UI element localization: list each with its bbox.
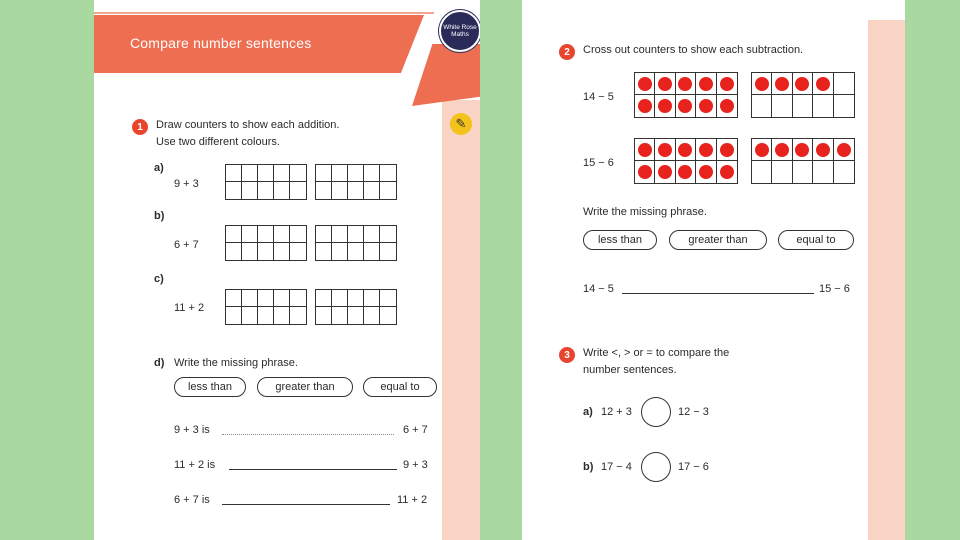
q3-part-a-label: a)	[583, 406, 593, 418]
red-counter[interactable]	[638, 143, 652, 157]
phrase-greater-than: greater than	[669, 230, 767, 250]
compare-circle[interactable]	[641, 397, 671, 427]
red-counter[interactable]	[755, 77, 769, 91]
page-margin-strip	[442, 100, 480, 540]
ten-frame[interactable]	[634, 138, 738, 184]
ten-frame[interactable]	[225, 225, 307, 261]
right-worksheet-page	[522, 0, 905, 540]
phrase-less-than: less than	[583, 230, 657, 250]
q2-compare-right: 15 − 6	[819, 283, 850, 295]
phrase-less-than: less than	[174, 377, 246, 397]
q3-instruction-line2: number sentences.	[583, 364, 677, 376]
ten-frame-cell	[676, 95, 696, 117]
ten-frame-cell	[676, 161, 696, 183]
compare-circle[interactable]	[641, 452, 671, 482]
red-counter[interactable]	[775, 143, 789, 157]
ten-frame[interactable]	[225, 289, 307, 325]
ten-frame-cell	[752, 161, 772, 183]
ten-frame-cell	[752, 139, 772, 161]
red-counter[interactable]	[658, 143, 672, 157]
d-row3-right: 11 + 2	[397, 494, 428, 506]
part-c-label: c)	[154, 273, 164, 285]
book-spine	[480, 0, 522, 540]
q3-part-b-right: 17 − 6	[678, 461, 709, 473]
left-worksheet-page	[94, 0, 480, 540]
answer-line[interactable]	[222, 504, 390, 505]
red-counter[interactable]	[678, 77, 692, 91]
ten-frame-cell	[834, 73, 854, 95]
ten-frame-cell	[772, 161, 792, 183]
q3-part-a-left: 12 + 3	[601, 406, 632, 418]
ten-frame-cell	[717, 161, 737, 183]
part-b-label: b)	[154, 210, 165, 222]
ten-frame-cell	[717, 139, 737, 161]
ten-frame-cell	[813, 161, 833, 183]
red-counter[interactable]	[795, 143, 809, 157]
red-counter[interactable]	[678, 143, 692, 157]
ten-frame[interactable]	[634, 72, 738, 118]
red-counter[interactable]	[837, 143, 851, 157]
white-rose-maths-logo	[439, 10, 480, 52]
red-counter[interactable]	[720, 77, 734, 91]
ten-frame-cell	[752, 95, 772, 117]
ten-frame[interactable]	[751, 138, 855, 184]
ten-frame-cell	[772, 95, 792, 117]
ten-frame[interactable]	[751, 72, 855, 118]
q2-row1-sentence: 14 − 5	[583, 91, 614, 103]
ten-frame[interactable]	[315, 225, 397, 261]
red-counter[interactable]	[816, 77, 830, 91]
part-d-instruction: Write the missing phrase.	[174, 357, 298, 369]
red-counter[interactable]	[699, 77, 713, 91]
ten-frame-cell	[655, 73, 675, 95]
red-counter[interactable]	[720, 165, 734, 179]
ten-frame-cell	[834, 139, 854, 161]
ten-frame-cell	[717, 73, 737, 95]
d-row1-left: 9 + 3 is	[174, 424, 210, 436]
red-counter[interactable]	[816, 143, 830, 157]
d-row3-left: 6 + 7 is	[174, 494, 210, 506]
ten-frame-cell	[635, 73, 655, 95]
d-row2-left: 11 + 2 is	[174, 459, 216, 471]
page-margin-strip	[868, 20, 905, 540]
part-d-label: d)	[154, 357, 165, 369]
question-number-1: 1	[132, 119, 148, 135]
ten-frame-cell	[696, 161, 716, 183]
red-counter[interactable]	[638, 99, 652, 113]
red-counter[interactable]	[720, 143, 734, 157]
ten-frame[interactable]	[225, 164, 307, 200]
red-counter[interactable]	[699, 165, 713, 179]
ten-frame-cell	[813, 73, 833, 95]
q3-instruction-line1: Write <, > or = to compare the	[583, 347, 730, 359]
ten-frame-cell	[793, 95, 813, 117]
ten-frame-cell	[696, 73, 716, 95]
ten-frame-cell	[696, 95, 716, 117]
red-counter[interactable]	[795, 77, 809, 91]
ten-frame-cell	[793, 73, 813, 95]
ten-frame-cell	[793, 161, 813, 183]
q1-instruction-line1: Draw counters to show each addition.	[156, 119, 340, 131]
ten-frame-cell	[635, 161, 655, 183]
part-a-label: a)	[154, 162, 164, 174]
q1-instruction-line2: Use two different colours.	[156, 136, 280, 148]
ten-frame-cell	[696, 139, 716, 161]
d-row1-right: 6 + 7	[403, 424, 428, 436]
ten-frame-cell	[793, 139, 813, 161]
ten-frame-cell	[655, 161, 675, 183]
answer-line[interactable]	[622, 293, 814, 294]
phrase-equal-to: equal to	[363, 377, 437, 397]
logo-text: White Rose Maths	[443, 24, 477, 38]
red-counter[interactable]	[658, 77, 672, 91]
red-counter[interactable]	[720, 99, 734, 113]
q2-instruction: Cross out counters to show each subtraction.	[583, 44, 804, 56]
q3-part-a-right: 12 − 3	[678, 406, 709, 418]
phrase-equal-to: equal to	[778, 230, 854, 250]
red-counter[interactable]	[658, 99, 672, 113]
ten-frame-cell	[676, 139, 696, 161]
part-c-sentence: 11 + 2	[174, 302, 205, 314]
pencil-icon: ✎	[450, 113, 472, 135]
ten-frame-cell	[655, 139, 675, 161]
red-counter[interactable]	[699, 143, 713, 157]
red-counter[interactable]	[638, 77, 652, 91]
ten-frame-cell	[772, 73, 792, 95]
ten-frame-cell	[813, 95, 833, 117]
ten-frame-cell	[752, 73, 772, 95]
answer-line[interactable]	[222, 434, 394, 435]
q3-part-b-label: b)	[583, 461, 594, 473]
red-counter[interactable]	[678, 99, 692, 113]
question-number-2: 2	[559, 44, 575, 60]
ten-frame-cell	[676, 73, 696, 95]
ten-frame-cell	[772, 139, 792, 161]
ten-frame-cell	[834, 95, 854, 117]
question-number-3: 3	[559, 347, 575, 363]
q2-compare-left: 14 − 5	[583, 283, 614, 295]
q3-part-b-left: 17 − 4	[601, 461, 632, 473]
ten-frame-cell	[635, 139, 655, 161]
red-counter[interactable]	[699, 99, 713, 113]
ten-frame-cell	[717, 95, 737, 117]
part-a-sentence: 9 + 3	[174, 178, 199, 190]
phrase-greater-than: greater than	[257, 377, 353, 397]
red-counter[interactable]	[775, 77, 789, 91]
ten-frame[interactable]	[315, 289, 397, 325]
red-counter[interactable]	[678, 165, 692, 179]
red-counter[interactable]	[638, 165, 652, 179]
red-counter[interactable]	[658, 165, 672, 179]
ten-frame-cell	[655, 95, 675, 117]
ten-frame-cell	[813, 139, 833, 161]
ten-frame-cell	[635, 95, 655, 117]
part-b-sentence: 6 + 7	[174, 239, 199, 251]
d-row2-right: 9 + 3	[403, 459, 428, 471]
ten-frame[interactable]	[315, 164, 397, 200]
page-title: Compare number sentences	[130, 35, 312, 51]
q2-row2-sentence: 15 − 6	[583, 157, 614, 169]
answer-line[interactable]	[229, 469, 397, 470]
ten-frame-cell	[834, 161, 854, 183]
red-counter[interactable]	[755, 143, 769, 157]
q2-missing-instruction: Write the missing phrase.	[583, 206, 707, 218]
